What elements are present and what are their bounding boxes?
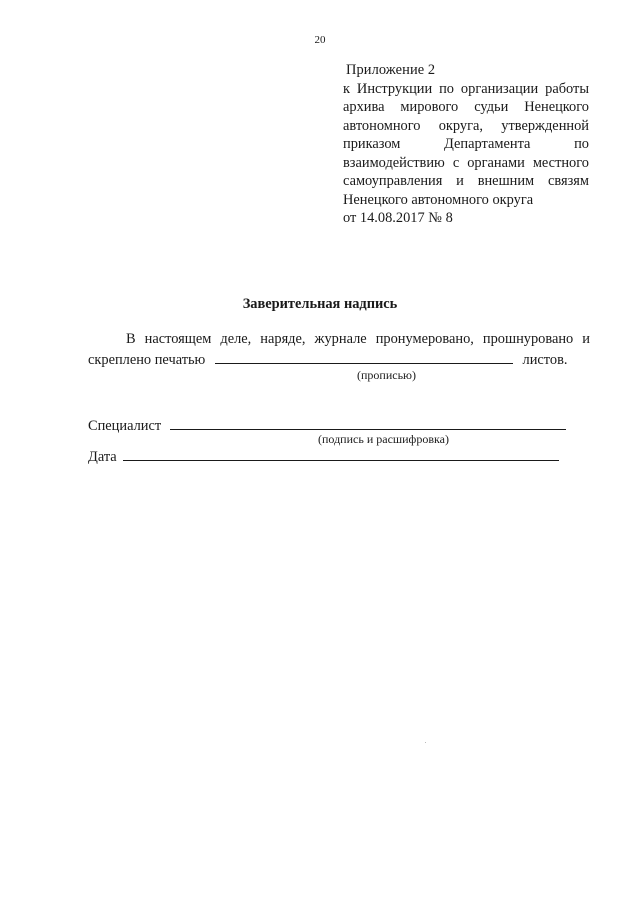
appendix-line: автономного округа, утвержденной [343, 117, 589, 134]
appendix-line: Ненецкого автономного округа [343, 191, 534, 208]
certification-paragraph [88, 330, 590, 349]
specialist-signature-blank[interactable] [170, 415, 566, 430]
appendix-title: Приложение 2 [346, 62, 436, 78]
scan-artifact [425, 742, 426, 743]
date-row [88, 446, 559, 466]
appendix-line: архива мирового судьи Ненецкого [343, 99, 589, 115]
paragraph-line-2-prefix: скреплено печатью [88, 352, 206, 368]
document-title: Заверительная надпись [242, 296, 398, 312]
specialist-label: Специалист [88, 418, 162, 434]
sheet-count-blank[interactable] [215, 349, 513, 364]
appendix-line: самоуправления и внешним связям [343, 173, 589, 189]
page-number: 20 [314, 34, 326, 46]
date-blank[interactable] [123, 446, 559, 461]
appendix-line: взаимодействию с органами местного [343, 154, 589, 171]
appendix-block [343, 61, 589, 228]
appendix-line: приказом Департамента по [343, 136, 589, 152]
caption-in-words: (прописью) [357, 368, 417, 382]
paragraph-line-1: В настоящем деле, наряде, журнале пронумеровано, прошнуровано и [126, 331, 590, 347]
caption-signature: (подпись и расшифровка) [318, 432, 449, 446]
paragraph-line-2 [88, 349, 568, 369]
appendix-line: к Инструкции по организации работы [343, 80, 589, 97]
appendix-line: от 14.08.2017 № 8 [343, 210, 453, 226]
paragraph-line-2-suffix: листов. [522, 352, 568, 368]
date-label: Дата [88, 449, 117, 465]
